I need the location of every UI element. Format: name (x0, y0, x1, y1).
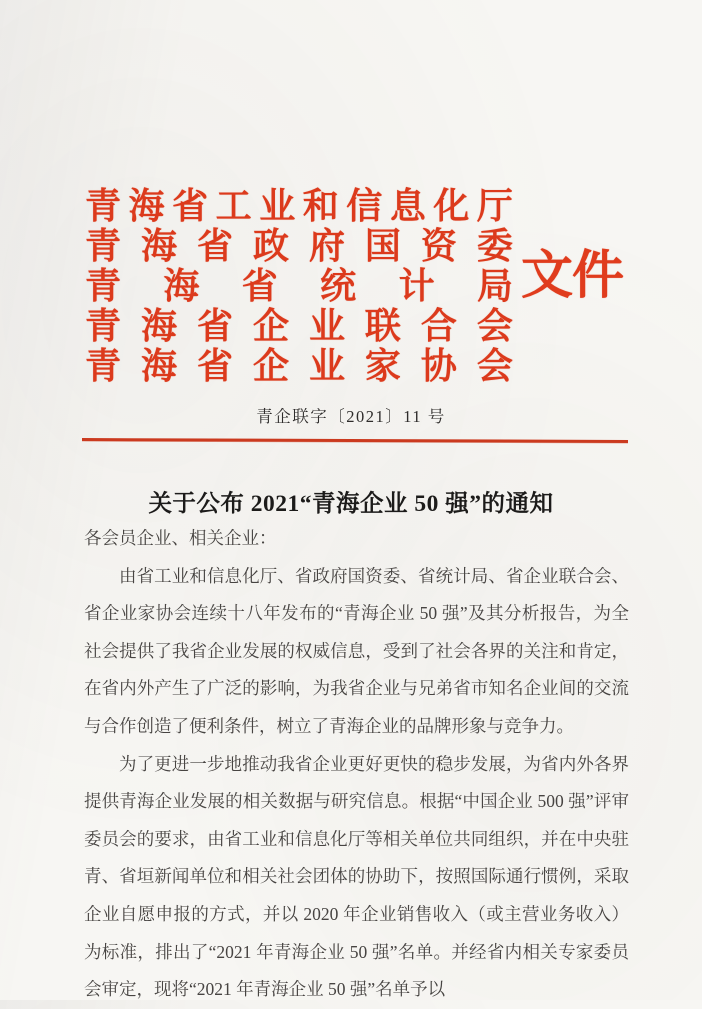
body-paragraph-2: 为了更进一步地推动我省企业更好更快的稳步发展，为省内外各界提供青海企业发展的相关数据与研究信息。根据“中国企业 500 强”评审委员会的要求，由省工业和信息化厅等相关单位共同组织，并在中央驻青、省垣新闻单位和相关社会团体的协助下，按照国际通行惯例，采取企业自愿申报的方式，并以 2020 年企业销售收入（或主营业务收入）为标准，排出了“2021 年青海企业 50 强”名单。并经省内相关专家委员会审定，现将“2021 年青海企业 50 强”名单予以 (84, 753, 629, 1000)
document-type-label: 文件 (521, 248, 624, 305)
salutation: 各会员企业、相关企业： (84, 528, 277, 548)
letterhead-org-line-1: 青 海 省 工 业 和 信 息 化 厅 (85, 185, 513, 226)
document-body (84, 520, 629, 1009)
red-separator-rule (82, 438, 628, 443)
letterhead-org-line-5: 青 海 省 企 业 家 协 会 (85, 345, 513, 386)
body-paragraph-1: 由省工业和信息化厅、省政府国资委、省统计局、省企业联合会、省企业家协会连续十八年发布的“青海企业 50 强”及其分析报告，为全社会提供了我省企业发展的权威信息，受到了社会各界的关注和肯定，在省内外产生了广泛的影响，为我省企业与兄弟省市知名企业间的交流与合作创造了便利条件，树立了青海企业的品牌形象与竞争力。 (84, 565, 629, 736)
letterhead-org-line-2: 青 海 省 政 府 国 资 委 (85, 225, 513, 266)
document-number: 青企联字〔2021〕11 号 (256, 407, 446, 426)
document-title: 关于公布 2021“青海企业 50 强”的通知 (148, 490, 554, 517)
letterhead-org-line-3: 青 海 省 统 计 局 (85, 265, 513, 306)
letterhead (85, 183, 513, 386)
letterhead-org-line-4: 青 海 省 企 业 联 合 会 (85, 305, 513, 346)
